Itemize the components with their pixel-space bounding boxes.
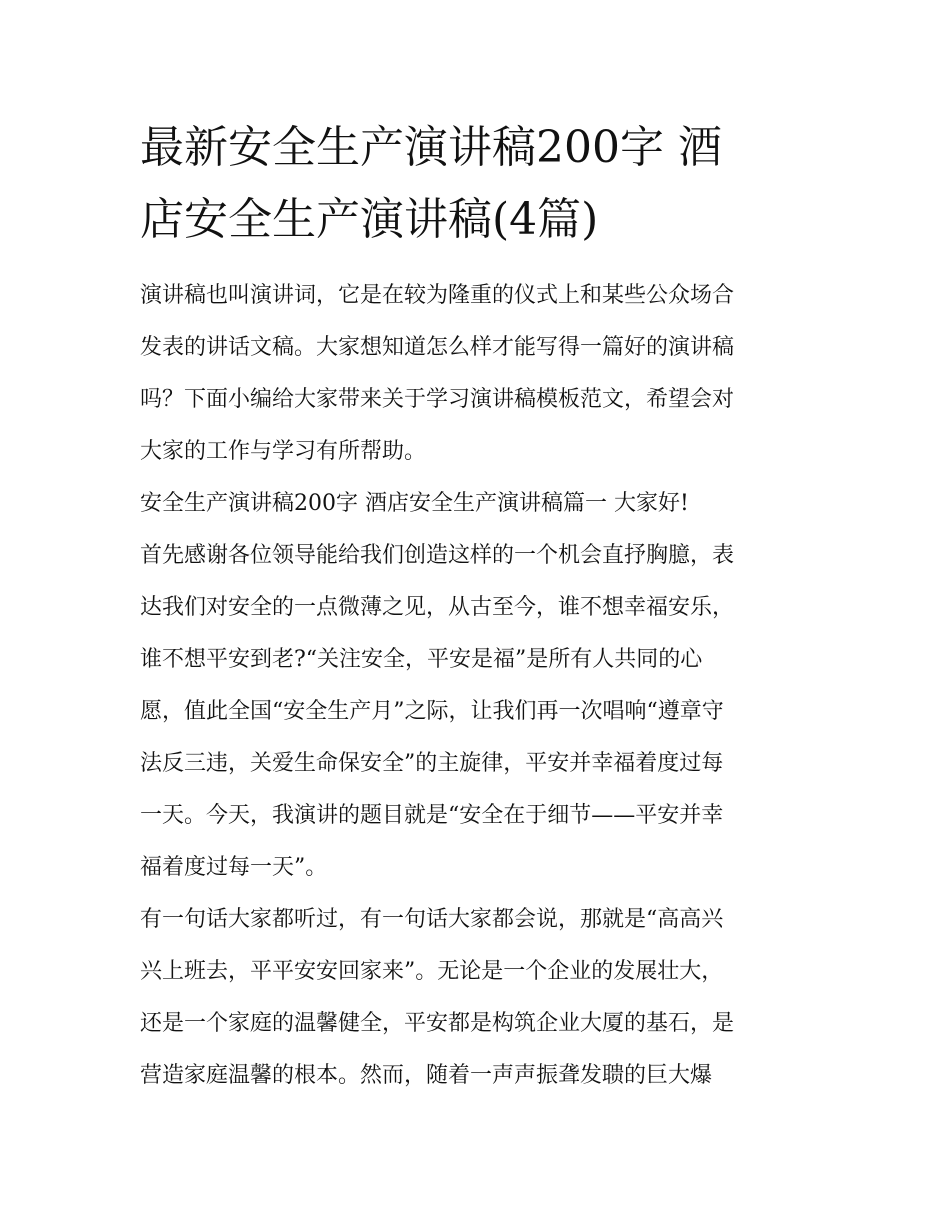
body-line: 愿，值此全国“安全生产月”之际，让我们再一次唱响“遵章守	[140, 699, 724, 724]
body-line: 达我们对安全的一点微薄之见，从古至今，谁不想幸福安乐，	[140, 595, 735, 620]
body-line: 福着度过每一天”。	[140, 855, 328, 880]
body-line: 安全生产演讲稿200字 酒店安全生产演讲稿篇一 大家好!	[140, 491, 689, 516]
document-title	[140, 112, 812, 256]
body-line: 大家的工作与学习有所帮助。	[140, 439, 427, 464]
title-line: 店安全生产演讲稿(4篇)	[140, 194, 599, 245]
title-line: 最新安全生产演讲稿200字 酒	[140, 122, 722, 173]
document-body	[140, 270, 812, 1102]
body-line: 法反三违，关爱生命保安全”的主旋律，平安并幸福着度过每	[140, 751, 724, 776]
body-line: 发表的讲话文稿。大家想知道怎么样才能写得一篇好的演讲稿	[140, 335, 735, 360]
document-page	[140, 112, 812, 1102]
body-line: 首先感谢各位领导能给我们创造这样的一个机会直抒胸臆，表	[140, 543, 735, 568]
body-line: 一天。今天，我演讲的题目就是“安全在于细节——平安并幸	[140, 803, 724, 828]
body-line: 演讲稿也叫演讲词，它是在较为隆重的仪式上和某些公众场合	[140, 283, 735, 308]
body-line: 谁不想平安到老?“关注安全，平安是福”是所有人共同的心	[140, 647, 703, 672]
body-line: 还是一个家庭的温馨健全，平安都是构筑企业大厦的基石，是	[140, 1011, 735, 1036]
body-line: 营造家庭温馨的根本。然而，随着一声声振聋发聩的巨大爆	[140, 1063, 713, 1088]
body-line: 兴上班去，平平安安回家来”。无论是一个企业的发展壮大，	[140, 959, 724, 984]
body-line: 吗？下面小编给大家带来关于学习演讲稿模板范文，希望会对	[140, 387, 735, 412]
body-line: 有一句话大家都听过，有一句话大家都会说，那就是“高高兴	[140, 907, 724, 932]
